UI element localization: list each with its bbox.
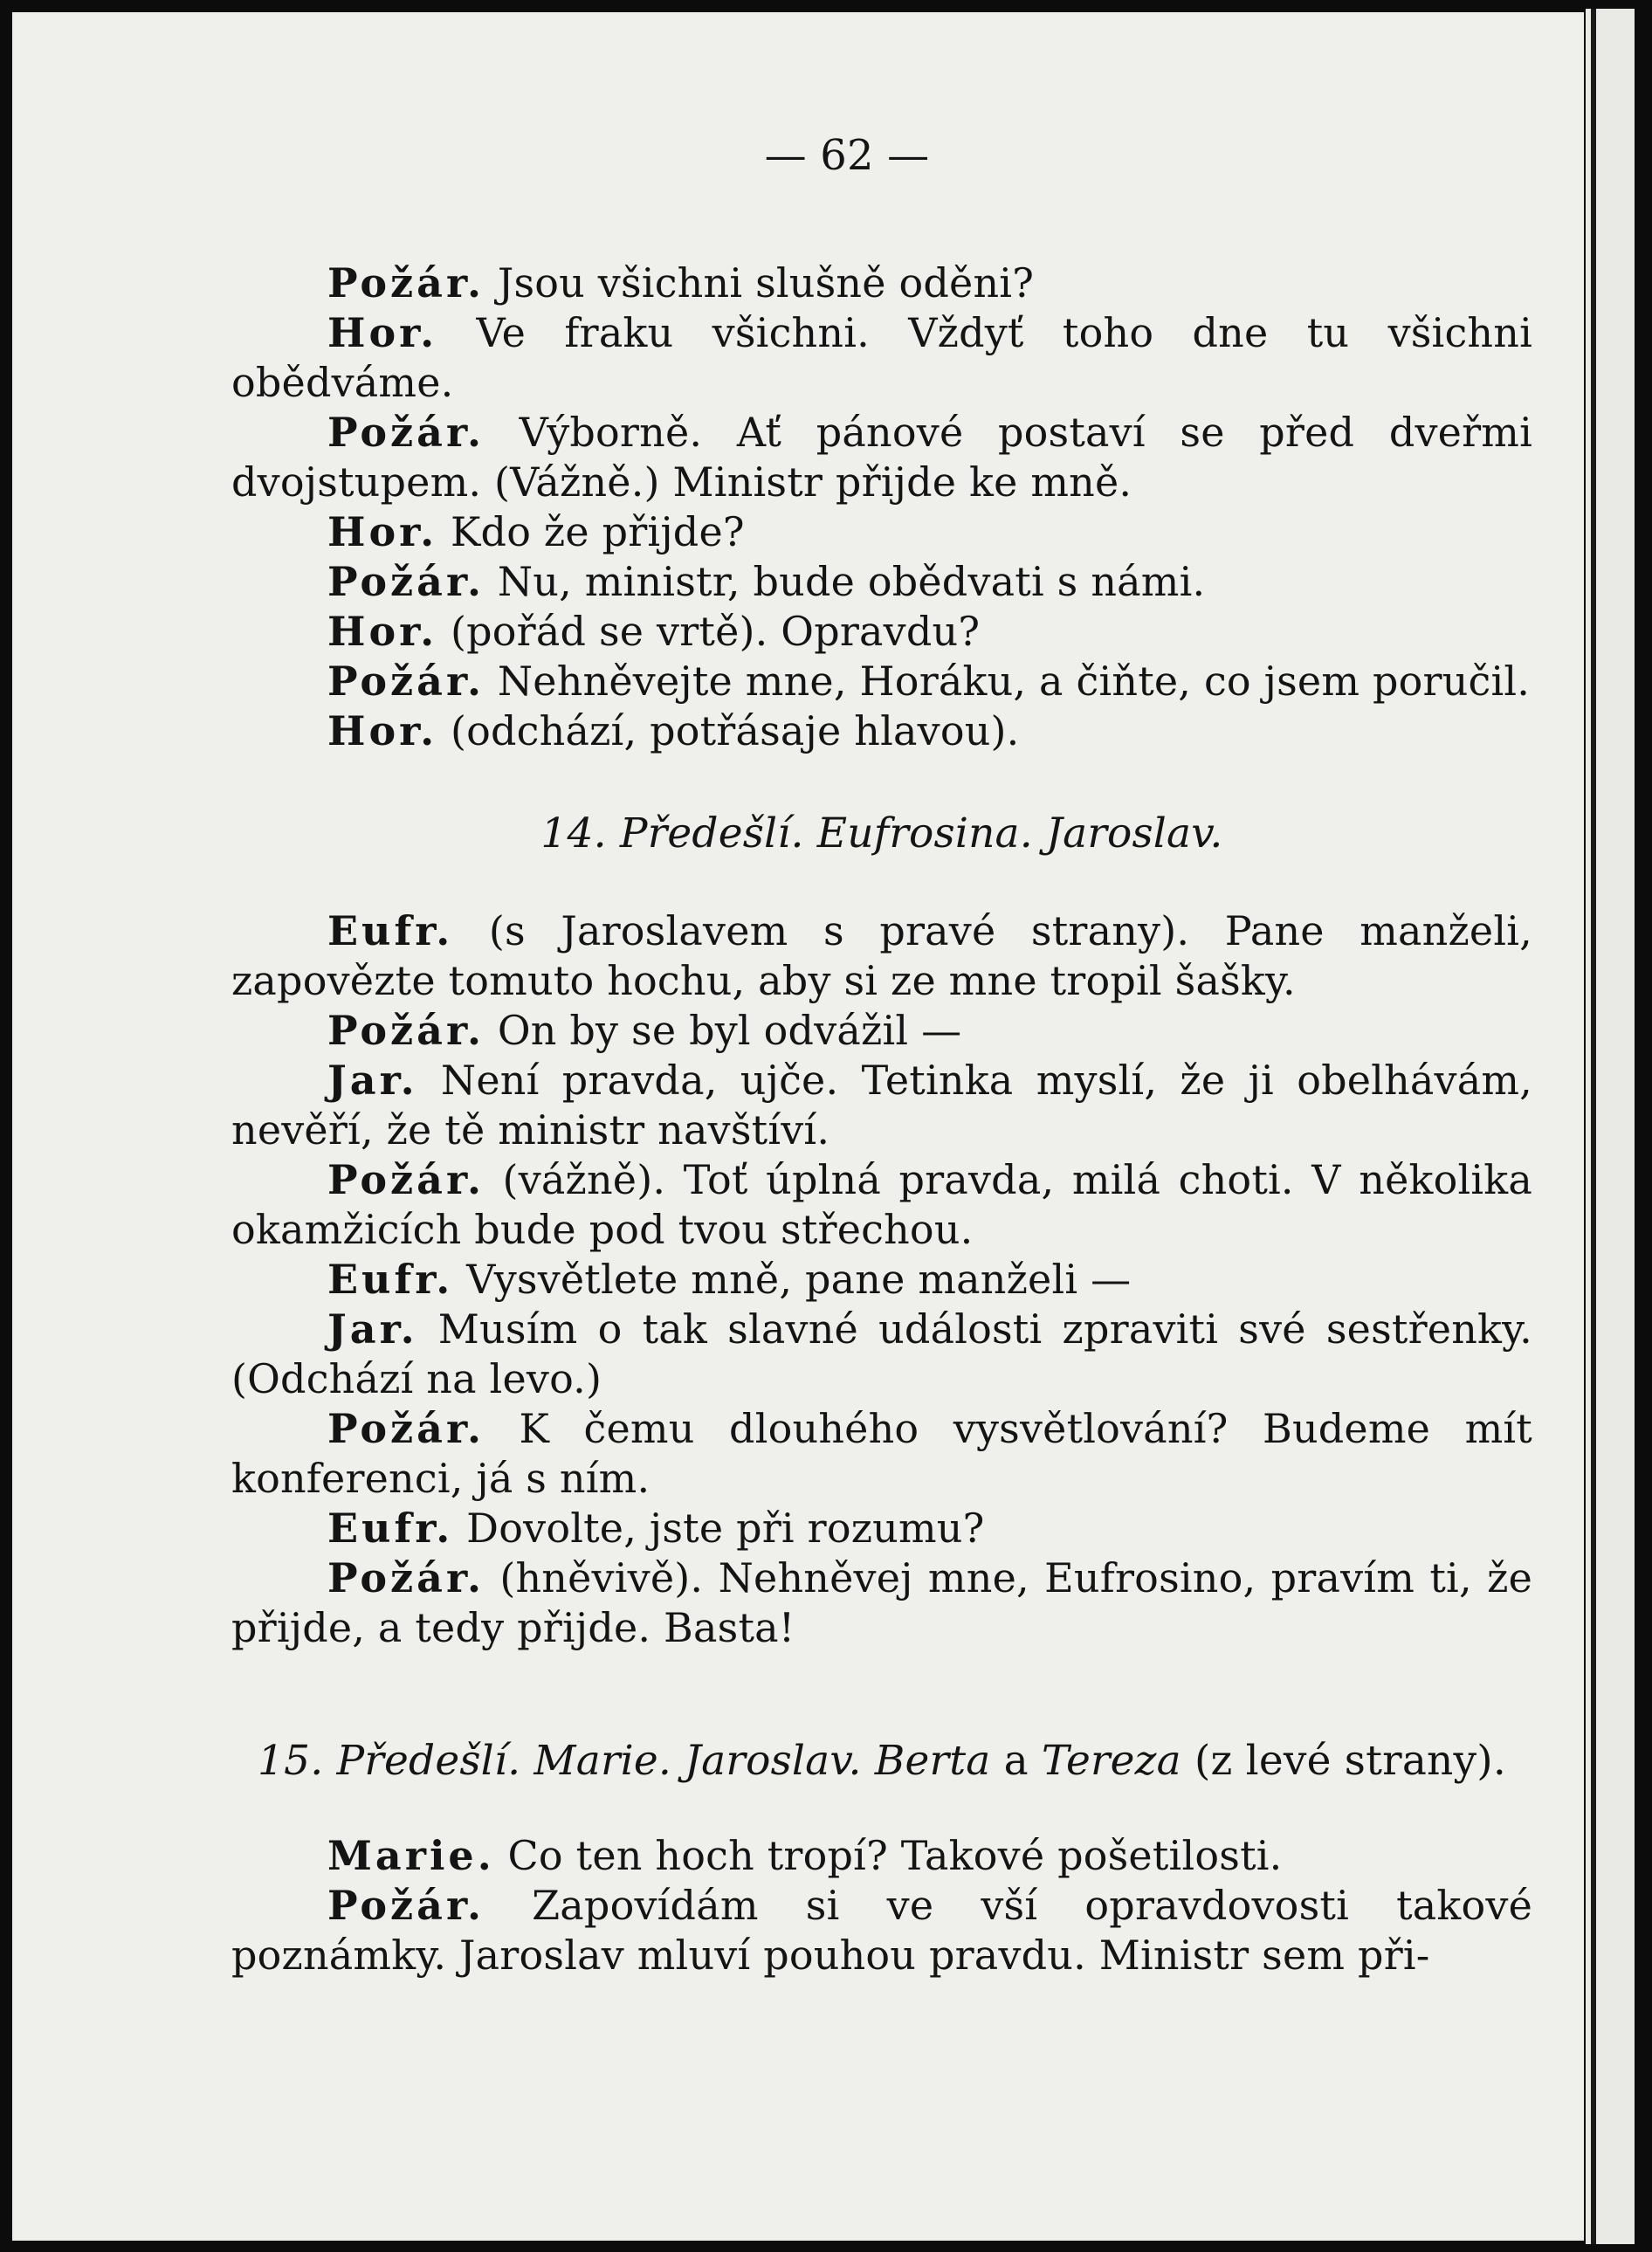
dialogue-block-14: [231, 906, 1532, 1653]
dialogue-text: Výborně. Ať pánové postaví se před dveřmi dvojstupem. (Vážně.) Ministr přijde ke mně.: [231, 409, 1532, 506]
dialogue-block-13: [231, 258, 1532, 756]
scene-character-tereza: Tereza: [1042, 1737, 1181, 1785]
dialogue-paragraph: [231, 507, 1532, 557]
dialogue-paragraph: [231, 1881, 1532, 1980]
dialogue-paragraph: [231, 1504, 1532, 1553]
dialogue-paragraph: [231, 557, 1532, 607]
scene-number: 15.: [258, 1737, 324, 1785]
speaker-name: Hor.: [327, 707, 438, 754]
dialogue-text: Jsou všichni slušně oděni?: [485, 259, 1035, 306]
dialogue-paragraph: [231, 1553, 1532, 1653]
dialogue-text: Zapovídám si ve vší opravdovosti takové poznámky. Jaroslav mluví pouhou pravdu. Ministr sem při-: [231, 1882, 1532, 1979]
page-gutter-line: [1591, 9, 1596, 2244]
page-text: [231, 131, 1532, 1980]
dialogue-text: Ve fraku všichni. Vždyť toho dne tu všichni obědváme.: [231, 309, 1532, 406]
speaker-name: Hor.: [327, 309, 438, 356]
dialogue-paragraph: [231, 1305, 1532, 1404]
speaker-name: Požár.: [327, 1405, 485, 1452]
dialogue-paragraph: [231, 1255, 1532, 1305]
dialogue-paragraph: [231, 1831, 1532, 1881]
speaker-name: Požár.: [327, 259, 485, 306]
speaker-name: Požár.: [327, 558, 485, 605]
speaker-name: Eufr.: [327, 1505, 454, 1552]
scene-heading-14: [231, 809, 1532, 858]
scene-heading-15: [231, 1736, 1532, 1786]
speaker-name: Požár.: [327, 1007, 485, 1054]
dialogue-paragraph: [231, 906, 1532, 1006]
dialogue-block-15: [231, 1831, 1532, 1980]
dialogue-text: On by se byl odvážil —: [485, 1007, 962, 1054]
dialogue-text: (vážně). Toť úplná pravda, milá choti. V několika okamžicích bude pod tvou střechou.: [231, 1156, 1532, 1253]
speaker-name: Požár.: [327, 1554, 485, 1601]
speaker-name: Eufr.: [327, 907, 454, 954]
speaker-name: Marie.: [327, 1832, 495, 1879]
speaker-name: Eufr.: [327, 1256, 454, 1303]
scene-characters: Předešlí. Marie. Jaroslav. Berta: [336, 1737, 991, 1785]
dialogue-paragraph: [231, 607, 1532, 657]
page-number: — 62 —: [764, 131, 930, 180]
scene-title: Předešlí. Eufrosina. Jaroslav.: [619, 809, 1223, 857]
speaker-name: Požár.: [327, 1156, 485, 1203]
speaker-name: Požár.: [327, 409, 485, 456]
dialogue-paragraph: [231, 1155, 1532, 1255]
speaker-name: Hor.: [327, 508, 438, 555]
dialogue-paragraph: [231, 706, 1532, 756]
dialogue-paragraph: [231, 657, 1532, 706]
dialogue-paragraph: [231, 1404, 1532, 1504]
scene-direction: (z levé strany).: [1180, 1737, 1506, 1785]
speaker-name: Požár.: [327, 658, 485, 705]
speaker-name: Hor.: [327, 608, 438, 655]
dialogue-text: Co ten hoch tropí? Takové pošetilosti.: [494, 1832, 1283, 1879]
dialogue-text: Není pravda, ujče. Tetinka myslí, že ji obelhávám, nevěří, že tě ministr navštíví.: [231, 1057, 1532, 1154]
dialogue-paragraph: [231, 308, 1532, 408]
dialogue-text: (hněvivě). Nehněvej mne, Eufrosino, pravím ti, že přijde, a tedy přijde. Basta!: [231, 1554, 1532, 1651]
dialogue-text: Musím o tak slavné události zpraviti své sestřenky. (Odchází na levo.): [231, 1305, 1532, 1402]
speaker-name: Jar.: [327, 1305, 418, 1353]
scene-number: 14.: [540, 809, 607, 857]
dialogue-text: Nu, ministr, bude obědvati s námi.: [485, 558, 1206, 605]
dialogue-paragraph: [231, 408, 1532, 507]
scene-conjunction: a: [990, 1737, 1043, 1785]
dialogue-paragraph: [231, 1056, 1532, 1155]
dialogue-text: K čemu dlouhého vysvětlování? Budeme mít konferenci, já s ním.: [231, 1405, 1532, 1502]
dialogue-text: Vysvětlete mně, pane manželi —: [453, 1256, 1132, 1303]
dialogue-paragraph: [231, 258, 1532, 308]
dialogue-text: Kdo že přijde?: [437, 508, 745, 555]
speaker-name: Požár.: [327, 1882, 485, 1929]
dialogue-text: (s Jaroslavem s pravé strany). Pane manželi, zapovězte tomuto hochu, aby si ze mne tropil šašky.: [231, 907, 1532, 1004]
dialogue-text: Dovolte, jste při rozumu?: [453, 1505, 985, 1552]
dialogue-text: (odchází, potřásaje hlavou).: [437, 707, 1020, 754]
speaker-name: Jar.: [327, 1057, 418, 1104]
dialogue-text: Nehněvejte mne, Horáku, a čiňte, co jsem poručil.: [485, 658, 1531, 705]
dialogue-paragraph: [231, 1006, 1532, 1056]
dialogue-text: (pořád se vrtě). Opravdu?: [437, 608, 981, 655]
